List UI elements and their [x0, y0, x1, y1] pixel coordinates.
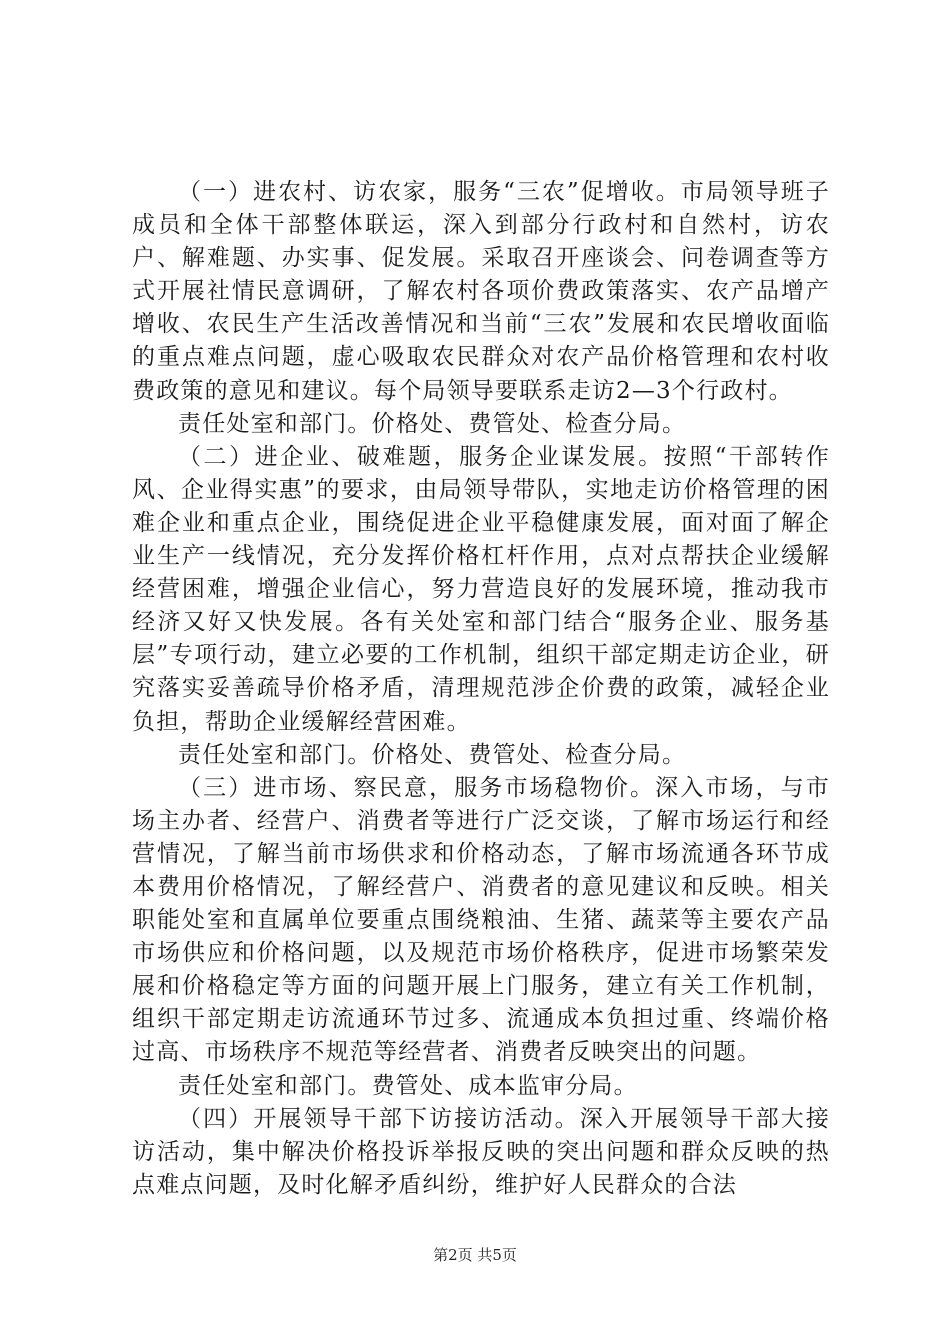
document-body — [132, 176, 830, 1202]
paragraph-section-4: （四）开展领导干部下访接访活动。深入开展领导干部大接访活动，集中解决价格投诉举报反映的突出问题和群众反映的热点难点问题，及时化解矛盾纠纷，维护好人民群众的合法 — [132, 1105, 830, 1198]
page-number-footer: 第2页 共5页 — [433, 1246, 517, 1264]
paragraph-responsibility-3: 责任处室和部门。费管处、成本监审分局。 — [178, 1072, 638, 1099]
paragraph-responsibility-1: 责任处室和部门。价格处、费管处、检查分局。 — [178, 410, 687, 437]
paragraph-section-3: （三）进市场、察民意，服务市场稳物价。深入市场，与市场主办者、经营户、消费者等进行广泛交谈，了解市场运行和经营情况，了解当前市场供求和价格动态，了解市场流通各环节成本费用价格情况，了解经营户、消费者的意见建议和反映。相关职能处室和直属单位要重点围绕粮油、生猪、蔬菜等主要农产品市场供应和价格问题，以及规范市场价格秩序，促进市场繁荣发展和价格稳定等方面的问题开展上门服务，建立有关工作机制，组织干部定期走访流通环节过多、流通成本负担过重、终端价格过高、市场秩序不规范等经营者、消费者反映突出的问题。 — [132, 774, 830, 1066]
paragraph-section-1: （一）进农村、访农家，服务“三农”促增收。市局领导班子成员和全体干部整体联运，深入到部分行政村和自然村，访农户、解难题、办实事、促发展。采取召开座谈会、问卷调查等方式开展社情民意调研，了解农村各项价费政策落实、农产品增产增收、农民生产生活改善情况和当前“三农”发展和农民增收面临的重点难点问题，虚心吸取农民群众对农产品价格管理和农村收费政策的意见和建议。每个局领导要联系走访2—3个行政村。 — [132, 179, 830, 404]
paragraph-responsibility-2: 责任处室和部门。价格处、费管处、检查分局。 — [178, 741, 687, 768]
paragraph-section-2: （二）进企业、破难题，服务企业谋发展。按照“干部转作风、企业得实惠”的要求，由局领导带队，实地走访价格管理的困难企业和重点企业，围绕促进企业平稳健康发展，面对面了解企业生产一线情况，充分发挥价格杠杆作用，点对点帮扶企业缓解经营困难，增强企业信心，努力营造良好的发展环境，推动我市经济又好又快发展。各有关处室和部门结合“服务企业、服务基层”专项行动，建立必要的工作机制，组织干部定期走访企业，研究落实妥善疏导价格矛盾，清理规范涉企价费的政策，减轻企业负担，帮助企业缓解经营困难。 — [132, 443, 830, 735]
